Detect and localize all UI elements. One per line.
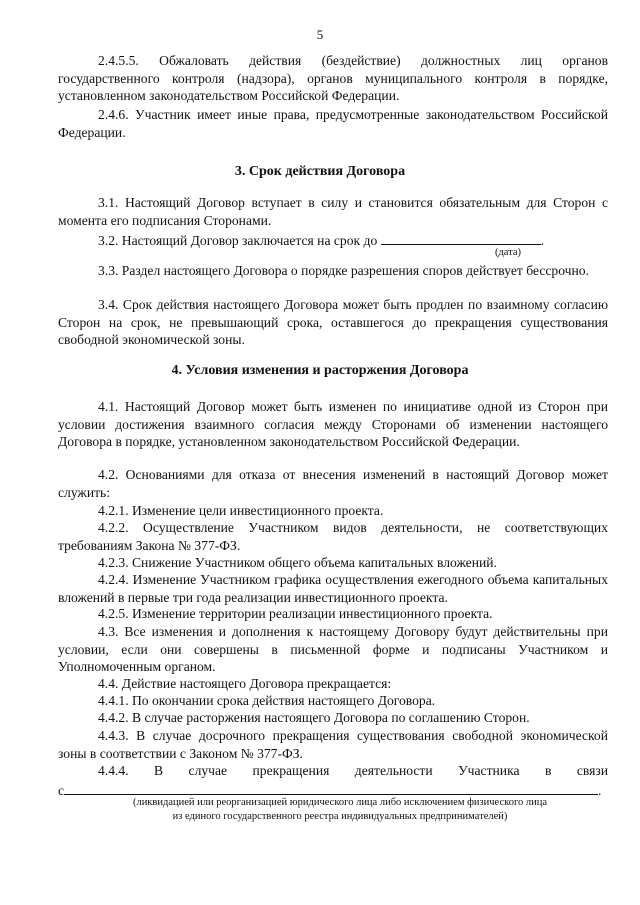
paragraph-text: 2.4.6. Участник имеет иные права, предусмотренные законодательством Российской Федерации. (58, 107, 608, 140)
clause-4-4-2 (58, 709, 608, 727)
paragraph-text: 3.1. Настоящий Договор вступает в силу и становится обязательным для Сторон с момента его подписания Сторонами. (58, 195, 608, 228)
paragraph-text: 4.2.4. Изменение Участником графика осуществления ежегодного объема капитальных вложений в первые три года реализации инвестиционного проекта. (58, 572, 608, 605)
clause-2-4-5-5 (58, 52, 608, 105)
word: прекращения (252, 763, 330, 778)
section-heading-3: 3. Срок действия Договора (234, 164, 406, 179)
clause-4-2 (58, 466, 608, 501)
clause-2-4-6 (58, 106, 608, 141)
clause-3-1 (58, 194, 608, 229)
word: в (544, 763, 552, 778)
clause-4-2-1 (58, 502, 608, 520)
paragraph-text: 4.2.5. Изменение территории реализации инвестиционного проекта. (98, 606, 493, 621)
clause-4-3 (58, 623, 608, 676)
paragraph-text: 4.4.1. По окончании срока действия настоящего Договора. (98, 693, 436, 708)
clause-4-2-2 (58, 519, 608, 554)
clause-4-2-4 (58, 571, 608, 606)
clause-4-4-4-first-line (98, 762, 608, 780)
clause-4-2-3 (58, 554, 608, 572)
word: случае (188, 763, 228, 778)
paragraph-text: 4.2.1. Изменение цели инвестиционного проекта. (98, 503, 384, 518)
date-blank-line (381, 230, 541, 245)
clause-4-2-5 (58, 605, 608, 623)
date-caption: (дата) (494, 247, 522, 258)
word: Участника (458, 763, 520, 778)
word: В (154, 763, 164, 778)
reason-caption-line-1: (ликвидацией или реорганизацией юридического лица либо исключением физического лица (132, 797, 548, 808)
clause-3-3 (58, 262, 608, 280)
word: 4.4.4. (98, 763, 129, 778)
section-heading-4: 4. Условия изменения и расторжения Договора (171, 363, 469, 378)
paragraph-text: 4.2.2. Осуществление Участником видов деятельности, не соответствующих требованиям Закона № 377-ФЗ. (58, 520, 608, 553)
word: связи (576, 763, 608, 778)
paragraph-text: 3.3. Раздел настоящего Договора о порядке разрешения споров действует бессрочно. (98, 263, 589, 278)
paragraph-text: 4.2. Основаниями для отказа от внесения изменений в настоящий Договор может служить: (58, 467, 608, 500)
clause-4-1 (58, 398, 608, 451)
paragraph-text: 4.2.3. Снижение Участником общего объема капитальных вложений. (98, 555, 497, 570)
period: . (540, 233, 545, 248)
clause-4-4-1 (58, 692, 608, 710)
period: . (598, 783, 602, 798)
paragraph-text: 3.2. Настоящий Договор заключается на срок до (98, 233, 378, 248)
word: с (58, 783, 65, 798)
paragraph-text: 3.4. Срок действия настоящего Договора может быть продлен по взаимному согласию Сторон на срок, не превышающий срока, оставшегося до прекращения существования свободной экономической зоны. (58, 297, 608, 347)
paragraph-text: 4.3. Все изменения и дополнения к настоящему Договору будут действительны при условии, если они совершены в письменной форме и подписаны Участником и Уполномоченным органом. (58, 624, 608, 674)
page-number: 5 (316, 27, 324, 42)
clause-4-4-3 (58, 727, 608, 762)
paragraph-text: 2.4.5.5. Обжаловать действия (бездействие) должностных лиц органов государственного контроля (надзора), органов муниципального контроля в порядке, установленном законодательством Российской Федерации. (58, 53, 608, 103)
paragraph-text: 4.4.2. В случае расторжения настоящего Договора по соглашению Сторон. (98, 710, 530, 725)
paragraph-text: 4.4. Действие настоящего Договора прекращается: (98, 676, 392, 691)
clause-4-4 (58, 675, 608, 693)
word: деятельности (354, 763, 433, 778)
clause-3-4 (58, 296, 608, 349)
reason-caption-line-2: из единого государственного реестра индивидуальных предпринимателей) (172, 811, 508, 822)
paragraph-text: 4.1. Настоящий Договор может быть изменен по инициативе одной из Сторон при условии достижения взаимного согласия между Сторонами об изменении настоящего Договора в порядке, установленном законодательством Российской Федерации. (58, 399, 608, 449)
paragraph-text: 4.4.3. В случае досрочного прекращения существования свободной экономической зоны в соответствии с Законом № 377-ФЗ. (58, 728, 608, 761)
reason-blank-line (64, 780, 598, 795)
